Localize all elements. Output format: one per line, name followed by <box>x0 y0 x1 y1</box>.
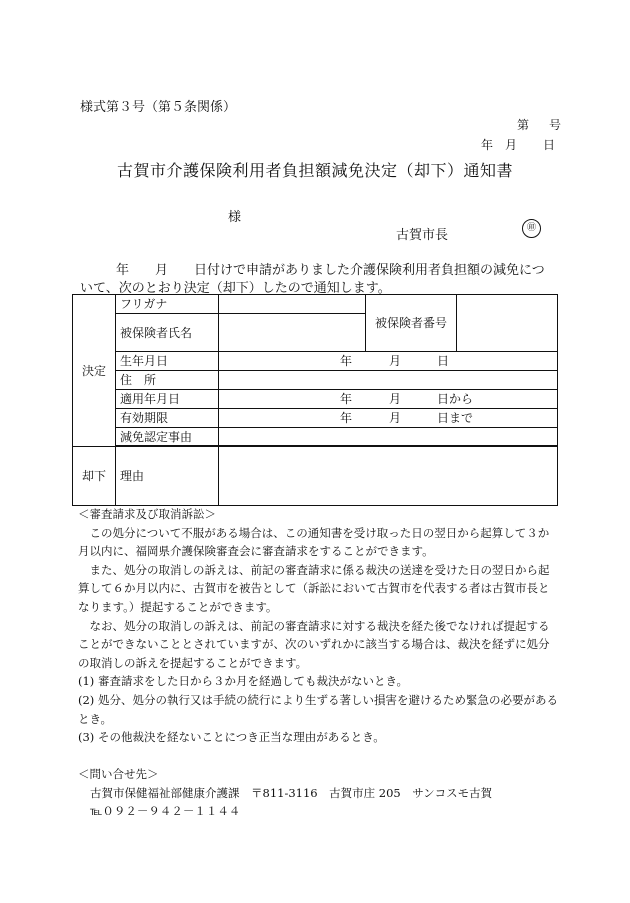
insured-number-label: 被保険者番号 <box>366 295 457 352</box>
birth-date-value[interactable] <box>219 352 558 371</box>
apply-day-from: 日から <box>437 392 474 406</box>
form-number: 様式第３号（第５条関係） <box>80 100 237 115</box>
contact-heading: ＜問い合せ先＞ <box>78 767 159 781</box>
birth-year: 年 <box>340 354 353 368</box>
valid-until-value[interactable] <box>219 409 558 428</box>
contact-office: 古賀市保健福祉部健康介護課 〒811-3116 古賀市庄 205 サンコスモ古賀 <box>90 785 493 800</box>
approval-reason-label: 減免認定事由 <box>116 428 219 446</box>
apply-month: 月 <box>389 392 402 406</box>
apply-date-value[interactable] <box>219 390 558 409</box>
seal-mark: ㊞ <box>522 219 541 238</box>
valid-year: 年 <box>340 411 353 425</box>
contact-phone: ℡０９２－９４２－１１４４ <box>90 804 241 819</box>
decision-table <box>72 294 558 506</box>
dai-label: 第 <box>516 118 529 132</box>
approval-reason-value[interactable] <box>219 428 558 446</box>
appeal-heading: ＜審査請求及び取消訴訟＞ <box>78 507 216 521</box>
birth-month: 月 <box>389 354 402 368</box>
appeal-item-3: (3) その他裁決を経ないことにつき正当な理由があるとき。 <box>78 730 385 745</box>
address-value[interactable] <box>219 371 558 390</box>
insured-number-value[interactable] <box>457 295 558 352</box>
apply-date-label: 適用年月日 <box>116 390 219 409</box>
furigana-label: フリガナ <box>116 295 219 314</box>
contact-info <box>78 765 492 821</box>
intro-line-1: 年 月 日付けで申請がありました介護保険利用者負担額の減免につ <box>116 263 545 278</box>
document-number-line <box>481 116 561 133</box>
birth-day: 日 <box>437 354 450 368</box>
appeal-notes <box>78 505 558 747</box>
month-label: 月 <box>505 138 518 152</box>
issue-date-line <box>481 136 555 153</box>
birth-date-label: 生年月日 <box>116 352 219 371</box>
rejection-reason-label: 理由 <box>116 447 219 506</box>
day-label: 日 <box>542 138 555 152</box>
valid-until-label: 有効期限 <box>116 409 219 428</box>
appeal-paragraph-3: なお、処分の取消しの訴えは、前記の審査請求に対する裁決を経た後でなければ提起することができないこととされていますが、次のいずれかに該当する場合は、裁決を経ずに処分の取消しの訴えを提起することができます。 <box>78 618 550 670</box>
rejection-category: 却下 <box>73 447 116 506</box>
intro-line-2: いて、次のとおり決定（却下）したので通知します。 <box>80 281 391 296</box>
valid-day-until: 日まで <box>437 411 474 425</box>
address-label: 住 所 <box>116 371 219 390</box>
apply-year: 年 <box>340 392 353 406</box>
rejection-reason-value[interactable] <box>219 447 558 506</box>
insured-name-label: 被保険者氏名 <box>116 314 219 352</box>
appeal-item-2: (2) 処分、処分の執行又は手続の続行により生ずる著しい損害を避けるため緊急の必要があるとき。 <box>78 692 558 726</box>
valid-month: 月 <box>389 411 402 425</box>
furigana-value[interactable] <box>219 295 366 314</box>
decision-category: 決定 <box>73 295 116 447</box>
appeal-paragraph-2: また、処分の取消しの訴えは、前記の審査請求に係る裁決の送達を受けた日の翌日から起算して６か月以内に、古賀市を被告として（訴訟において古賀市を代表する者は古賀市長となります。）提起することができます。 <box>78 562 550 614</box>
intro-text <box>80 262 560 298</box>
insured-name-value[interactable] <box>219 314 366 352</box>
go-label: 号 <box>548 118 561 132</box>
appeal-item-1: (1) 審査請求をした日から３か月を経過しても裁決がないとき。 <box>78 674 408 689</box>
appeal-paragraph-1: この処分について不服がある場合は、この通知書を受け取った日の翌日から起算して３か月以内に、福岡県介護保険審査会に審査請求をすることができます。 <box>78 525 550 559</box>
addressee-suffix: 様 <box>228 210 242 225</box>
issuer-name: 古賀市長 <box>396 228 449 243</box>
year-label: 年 <box>481 138 494 152</box>
document-title: 古賀市介護保険利用者負担額減免決定（却下）通知書 <box>116 161 513 180</box>
